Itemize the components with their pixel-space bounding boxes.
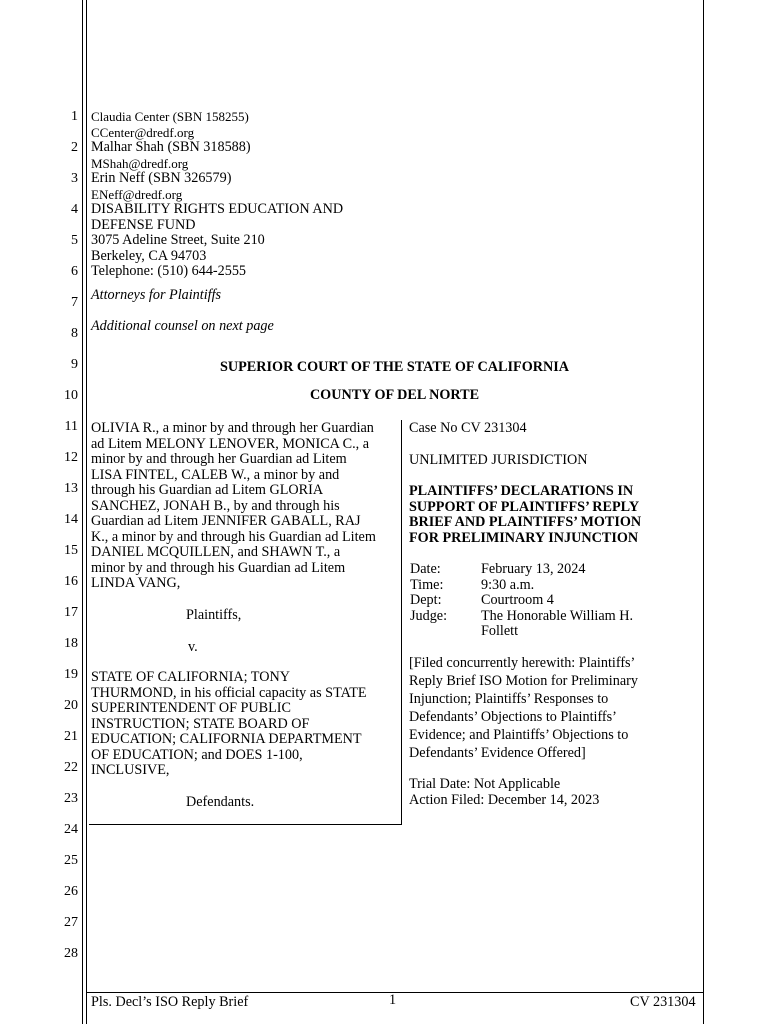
line-number: 3 xyxy=(71,171,78,186)
line-number: 22 xyxy=(64,760,78,775)
plaintiffs-line: LISA FINTEL, CALEB W., a minor by and xyxy=(91,466,340,483)
hearing-time-label: Time: xyxy=(410,576,444,593)
line-number: 9 xyxy=(71,357,78,372)
defendants-line: OF EDUCATION; and DOES 1-100, xyxy=(91,746,303,763)
defendants-line: STATE OF CALIFORNIA; TONY xyxy=(91,669,290,685)
plaintiffs-label: Plaintiffs, xyxy=(186,607,242,623)
line-number: 6 xyxy=(71,264,78,279)
counsel-line: Berkeley, CA 94703 xyxy=(91,247,207,264)
plaintiffs-line: through his Guardian ad Litem GLORIA xyxy=(91,482,324,498)
plaintiffs-line: SANCHEZ, JONAH B., by and through his xyxy=(91,497,340,514)
hearing-date-label: Date: xyxy=(410,561,441,577)
counsel-line: 3075 Adeline Street, Suite 210 xyxy=(91,232,265,248)
line-number: 21 xyxy=(64,729,78,744)
defendants-label: Defendants. xyxy=(186,794,255,810)
line-number: 15 xyxy=(64,543,78,558)
plaintiffs-line: LINDA VANG, xyxy=(91,575,181,591)
hearing-judge-label: Judge: xyxy=(410,607,448,624)
line-number: 11 xyxy=(64,419,78,434)
plaintiffs-line: DANIEL MCQUILLEN, and SHAWN T., a xyxy=(91,544,341,560)
line-number: 12 xyxy=(64,450,78,465)
plaintiffs-line: minor by and through her Guardian ad Litem xyxy=(91,451,347,467)
footer-doc-title: Pls. Decl’s ISO Reply Brief xyxy=(91,994,249,1010)
line-number: 7 xyxy=(71,295,78,310)
line-number: 19 xyxy=(64,667,78,682)
line-number: 5 xyxy=(71,233,78,248)
left-margin-rule-inner xyxy=(86,0,87,1024)
counsel-line: ENeff@dredf.org xyxy=(91,186,183,202)
footer-page-number: 1 xyxy=(389,992,397,1008)
defendants-line: THURMOND, in his official capacity as STATE xyxy=(91,684,367,701)
hearing-date-row xyxy=(410,562,661,578)
line-number: 13 xyxy=(64,481,78,496)
plaintiffs-line: OLIVIA R., a minor by and through her Guardian xyxy=(91,420,374,436)
court-name: SUPERIOR COURT OF THE STATE OF CALIFORNIA xyxy=(220,359,569,375)
hearing-time: 9:30 a.m. xyxy=(481,576,535,593)
hearing-dept-row xyxy=(410,593,661,609)
case-number: Case No CV 231304 xyxy=(409,420,527,436)
filed-concurrently-line: Evidence; and Plaintiffs’ Objections to xyxy=(409,727,629,743)
counsel-line: DISABILITY RIGHTS EDUCATION AND xyxy=(91,201,344,217)
hearing-judge-cont: Follett xyxy=(481,623,519,639)
counsel-line: Erin Neff (SBN 326579) xyxy=(91,170,232,186)
court-county: COUNTY OF DEL NORTE xyxy=(309,387,480,403)
counsel-line: CCenter@dredf.org xyxy=(91,124,195,140)
filed-concurrently-line: Defendants’ Objections to Plaintiffs’ xyxy=(409,709,617,725)
filed-concurrently-line: Reply Brief ISO Motion for Preliminary xyxy=(409,673,638,689)
plaintiffs-line: K., a minor by and through his Guardian ad Litem xyxy=(91,528,376,545)
counsel-line: Telephone: (510) 644-2555 xyxy=(91,263,247,279)
jurisdiction: UNLIMITED JURISDICTION xyxy=(409,452,588,468)
plaintiffs-line: ad Litem MELONY LENOVER, MONICA C., a xyxy=(91,435,370,452)
line-number: 2 xyxy=(71,140,78,155)
filed-concurrently-line: Injunction; Plaintiffs’ Responses to xyxy=(409,691,609,707)
line-number: 26 xyxy=(64,884,78,899)
plaintiffs-line: minor by and through his Guardian ad Litem xyxy=(91,559,346,576)
line-number: 8 xyxy=(71,326,78,341)
counsel-line: DEFENSE FUND xyxy=(91,216,196,233)
defendants-line: EDUCATION; CALIFORNIA DEPARTMENT xyxy=(91,731,362,747)
line-number: 18 xyxy=(64,636,78,651)
hearing-time-row xyxy=(410,578,661,594)
counsel-line: Claudia Center (SBN 158255) xyxy=(91,109,249,124)
versus: v. xyxy=(188,639,198,655)
line-number: 23 xyxy=(64,791,78,806)
hearing-details xyxy=(410,562,661,640)
attorneys-for: Attorneys for Plaintiffs xyxy=(91,287,222,303)
hearing-date: February 13, 2024 xyxy=(481,561,586,577)
line-number: 17 xyxy=(64,605,78,620)
line-number: 14 xyxy=(64,512,78,527)
action-filed: Action Filed: December 14, 2023 xyxy=(409,791,600,808)
line-number: 20 xyxy=(64,698,78,713)
document-title-line: PLAINTIFFS’ DECLARATIONS IN xyxy=(409,483,634,499)
filed-concurrently-line: Defendants’ Evidence Offered] xyxy=(409,745,586,761)
plaintiffs-line: Guardian ad Litem JENNIFER GABALL, RAJ xyxy=(91,513,361,529)
defendants-line: INSTRUCTION; STATE BOARD OF xyxy=(91,715,310,732)
line-number: 10 xyxy=(64,388,78,403)
hearing-dept: Courtroom 4 xyxy=(481,592,554,608)
document-title-line: BRIEF AND PLAINTIFFS’ MOTION xyxy=(409,514,642,530)
footer-case-number: CV 231304 xyxy=(630,994,696,1010)
hearing-dept-label: Dept: xyxy=(410,592,442,608)
counsel-line: MShah@dredf.org xyxy=(91,155,189,171)
trial-date: Trial Date: Not Applicable xyxy=(409,776,561,792)
filed-concurrently-line: [Filed concurrently herewith: Plaintiffs’ xyxy=(409,655,636,671)
line-number: 27 xyxy=(64,915,78,930)
right-margin-rule xyxy=(703,0,704,1024)
hearing-judge: The Honorable William H. xyxy=(481,607,634,624)
counsel-line: Malhar Shah (SBN 318588) xyxy=(91,139,251,155)
document-title-line: SUPPORT OF PLAINTIFFS’ REPLY xyxy=(409,498,640,515)
defendants-line: INCLUSIVE, xyxy=(91,762,170,778)
defendants-line: SUPERINTENDENT OF PUBLIC xyxy=(91,700,291,716)
line-number: 24 xyxy=(64,822,78,837)
left-margin-rule-outer xyxy=(82,0,83,1024)
line-number: 25 xyxy=(64,853,78,868)
line-number: 1 xyxy=(71,109,78,124)
line-number: 28 xyxy=(64,946,78,961)
line-number: 16 xyxy=(64,574,78,589)
hearing-judge-row xyxy=(410,609,661,625)
hearing-judge-row-2 xyxy=(410,624,661,640)
document-title-line: FOR PRELIMINARY INJUNCTION xyxy=(409,529,639,546)
additional-counsel-note: Additional counsel on next page xyxy=(91,318,274,334)
line-number: 4 xyxy=(71,202,78,217)
